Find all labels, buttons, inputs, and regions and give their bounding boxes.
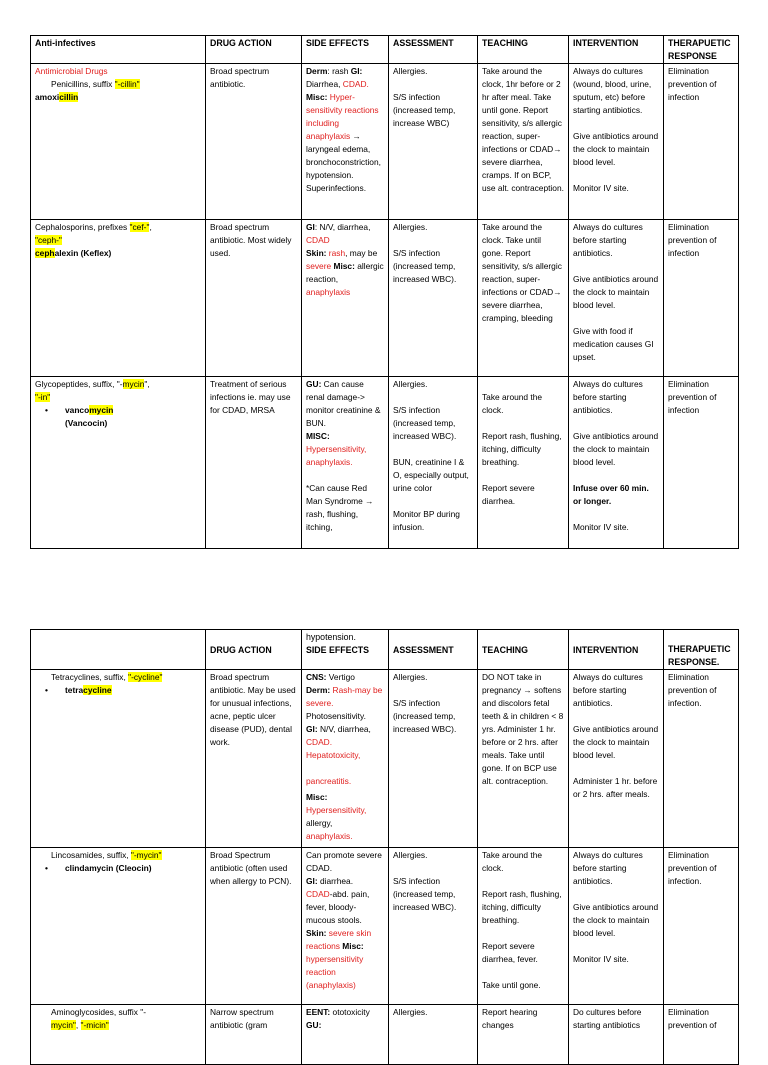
- drug-action-cell: Broad spectrum antibiotic. May be used for unusual infections, acne, peptic ulcer disease (PUD), dental work.: [206, 670, 302, 848]
- side-effects-cell: GU: Can cause renal damage-> monitor creatinine & BUN. MISC: Hypersensitivity, anaphylaxis. *Can cause Red Man Syndrome → rash, flushing, itching,: [302, 377, 389, 549]
- therapeutic-response-cell: Elimination prevention of infection.: [664, 670, 739, 848]
- assessment-cell: Allergies. S/S infection (increased temp, increased WBC).: [389, 670, 478, 848]
- drug-name: • clindamycin (Cleocin): [35, 862, 201, 875]
- header-intervention: INTERVENTION: [569, 630, 664, 670]
- header-side-effects: SIDE EFFECTS: [302, 36, 389, 64]
- therapeutic-response-cell: Elimination prevention of infection: [664, 64, 739, 220]
- header-drug-action: DRUG ACTION: [206, 36, 302, 64]
- header-therapeutic-response: THERAPUETIC RESPONSE: [664, 36, 739, 64]
- intervention-cell: Always do cultures before starting antibiotics. Give antibiotics around the clock to maintain blood level. Monitor IV site.: [569, 848, 664, 1005]
- assessment-cell: Allergies.: [389, 1005, 478, 1065]
- drug-class-label: Tetracyclines, suffix, "-cycline": [51, 672, 163, 682]
- drug-class-label: Aminoglycosides, suffix "- mycin", "-micin": [51, 1007, 146, 1030]
- intervention-cell: Always do cultures (wound, blood, urine, sputum, etc) before starting antibiotics. Give antibiotics around the clock to maintain blood level. Monitor IV site.: [569, 64, 664, 220]
- drug-class-cell: [31, 1005, 206, 1065]
- assessment-cell: Allergies. S/S infection (increased temp, increased WBC).: [389, 220, 478, 377]
- teaching-cell: DO NOT take in pregnancy → softens and discolors fetal teeth & in children < 8 yrs. Administer 1 hr. before or 2 hrs. after meals. Take until gone. If on BCP use alt. contraception.: [478, 670, 569, 848]
- category-label: Antimicrobial Drugs: [35, 66, 108, 76]
- drug-class-cell: [31, 220, 206, 377]
- header-side-effects: hypotension. SIDE EFFECTS: [302, 630, 389, 670]
- header-drug-class: Anti-infectives: [31, 36, 206, 64]
- side-effects-cell: GI: N/V, diarrhea, CDAD Skin: rash, may be severe Misc: allergic reaction, anaphylaxis: [302, 220, 389, 377]
- therapeutic-response-cell: Elimination prevention of infection: [664, 377, 739, 549]
- side-effects-cell: EENT: ototoxicity GU:: [302, 1005, 389, 1065]
- therapeutic-response-cell: Elimination prevention of infection: [664, 220, 739, 377]
- header-teaching: TEACHING: [478, 630, 569, 670]
- side-effects-cell: Can promote severe CDAD. GI: diarrhea. CDAD-abd. pain, fever, bloody-mucous stools. Skin: severe skin reactions Misc: hypersensitivity reaction (anaphylaxis): [302, 848, 389, 1005]
- drug-class-cell: [31, 377, 206, 549]
- drug-action-cell: Broad spectrum antibiotic. Most widely used.: [206, 220, 302, 377]
- intervention-cell: Always do cultures before starting antibiotics. Give antibiotics around the clock to maintain blood level. Give with food if medication causes GI upset.: [569, 220, 664, 377]
- teaching-cell: Take around the clock, 1hr before or 2 hr after meal. Take until gone. Report sensitivity, s/s allergic reaction, super-infections or CDAD→ severe diarrhea, cramps. If on BCP, use alt. contraception.: [478, 64, 569, 220]
- drug-action-cell: Treatment of serious infections ie. may use for CDAD, MRSA: [206, 377, 302, 549]
- table-row-penicillins: [31, 64, 739, 220]
- side-effects-cell: CNS: Vertigo Derm: Rash-may be severe. Photosensitivity. GI: N/V, diarrhea, CDAD. Hepatotoxicity, pancreatitis. Misc: Hypersensitivity, allergy, anaphylaxis.: [302, 670, 389, 848]
- header-drug-action: DRUG ACTION: [206, 630, 302, 670]
- side-effects-cell: Derm: rash GI: Diarrhea, CDAD. Misc: Hyper-sensitivity reactions including anaphylaxis → laryngeal edema, bronchoconstriction, hypotension. Superinfections.: [302, 64, 389, 220]
- drug-class-label: Penicillins, suffix "-cillin": [51, 79, 140, 89]
- table-header-row: [31, 630, 739, 670]
- therapeutic-response-cell: Elimination prevention of: [664, 1005, 739, 1065]
- drug-action-cell: Broad Spectrum antibiotic (often used when allergy to PCN).: [206, 848, 302, 1005]
- assessment-cell: Allergies. S/S infection (increased temp, increase WBC): [389, 64, 478, 220]
- header-assessment: ASSESSMENT: [389, 630, 478, 670]
- table-row-aminoglycosides: [31, 1005, 739, 1065]
- table-row-lincosamides: [31, 848, 739, 1005]
- therapeutic-response-cell: Elimination prevention of infection.: [664, 848, 739, 1005]
- drug-name: cephalexin (Keflex): [35, 248, 112, 258]
- intervention-cell: Do cultures before starting antibiotics: [569, 1005, 664, 1065]
- drug-class-cell: [31, 848, 206, 1005]
- table-row-tetracyclines: [31, 670, 739, 848]
- drug-name: • vancomycin (Vancocin): [35, 404, 201, 430]
- drug-class-cell: [31, 670, 206, 848]
- drug-action-cell: Narrow spectrum antibiotic (gram: [206, 1005, 302, 1065]
- header-assessment: ASSESSMENT: [389, 36, 478, 64]
- drug-class-label: Lincosamides, suffix, "-mycin": [51, 850, 162, 860]
- teaching-cell: Take around the clock. Report rash, flushing, itching, difficulty breathing. Report severe diarrhea.: [478, 377, 569, 549]
- header-drug-class: [31, 630, 206, 670]
- drug-table-1: [30, 35, 739, 549]
- drug-name: • tetracycline: [35, 684, 201, 697]
- teaching-cell: Take around the clock. Take until gone. Report sensitivity, s/s allergic reaction, super-infections or CDAD→ severe diarrhea, cramping, bleeding: [478, 220, 569, 377]
- header-teaching: TEACHING: [478, 36, 569, 64]
- drug-class-cell: [31, 64, 206, 220]
- intervention-cell: Always do cultures before starting antibiotics. Give antibiotics around the clock to maintain blood level. Infuse over 60 min. or longer. Monitor IV site.: [569, 377, 664, 549]
- header-therapeutic-response: THERAPUETIC RESPONSE.: [664, 630, 739, 670]
- assessment-cell: Allergies. S/S infection (increased temp, increased WBC). BUN, creatinine I & O, especially output, urine color Monitor BP during infusion.: [389, 377, 478, 549]
- drug-action-cell: Broad spectrum antibiotic.: [206, 64, 302, 220]
- drug-table-2: [30, 629, 739, 1065]
- intervention-cell: Always do cultures before starting antibiotics. Give antibiotics around the clock to maintain blood level. Administer 1 hr. before or 2 hrs. after meals.: [569, 670, 664, 848]
- table-header-row: [31, 36, 739, 64]
- assessment-cell: Allergies. S/S infection (increased temp, increased WBC).: [389, 848, 478, 1005]
- table-row-glycopeptides: [31, 377, 739, 549]
- drug-class-label: Cephalosporins, prefixes "cef-", "ceph-": [35, 222, 152, 245]
- header-intervention: INTERVENTION: [569, 36, 664, 64]
- teaching-cell: Take around the clock. Report rash, flushing, itching, difficulty breathing. Report severe diarrhea, fever. Take until gone.: [478, 848, 569, 1005]
- teaching-cell: Report hearing changes: [478, 1005, 569, 1065]
- drug-class-label: Glycopeptides, suffix, "-mycin", "-in": [35, 379, 150, 402]
- table-row-cephalosporins: [31, 220, 739, 377]
- drug-name: amoxicillin: [35, 92, 79, 102]
